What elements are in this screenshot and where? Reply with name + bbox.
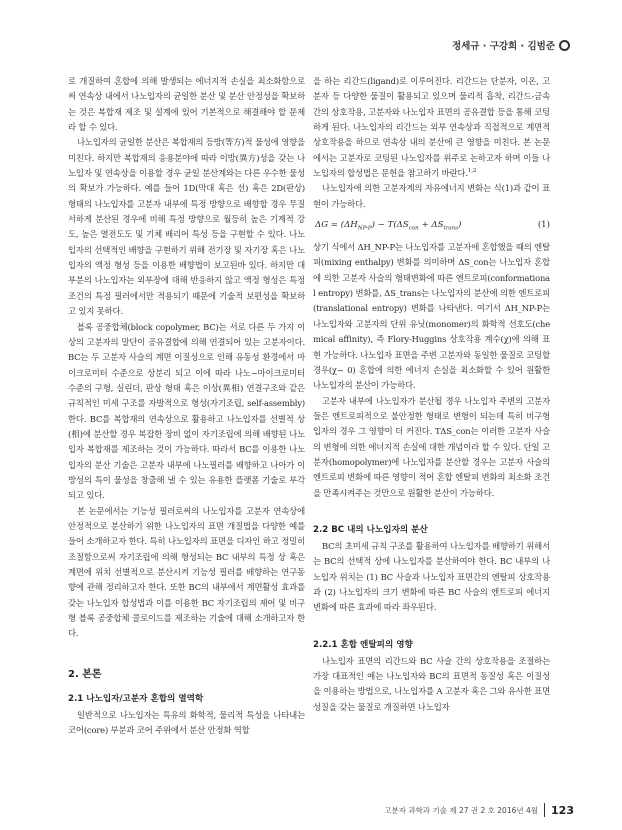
running-header (452, 38, 570, 52)
right-paragraph-6: 나노입자 표면의 리간드와 BC 사슬 간의 상호작용을 조절하는 가장 대표적인 예는 나노입자와 BC의 표면적 동질성 혹은 이질성을 이용하는 방법으로, 나노입자를 A 고분자 혹은 그와 유사한 표면성질을 갖는 물질로 개질하면 나노입자 (313, 655, 550, 712)
right-paragraph-4: 고분자 내부에 나노입자가 분산될 경우 나노입자 주변의 고분자들은 엔트로피적으로 불안정한 형태로 변형이 되는데 특히 비구형 입자의 경우 그 영향이 더 커진다. TΔS_con는 이러한 고분자 사슬의 변형에 의한 에너지적 손실에 대한 개념이라 할 수 있다. 단일 고분자(homopolymer)에 나노입자를 분산할 경우는 고분자 사슬의 엔트로피 변화에 따른 영향이 적어 혼합 엔탈피 변화의 최소화 조건을 만족시켜주는 것만으로 원활한 분산이 가능하다. (313, 395, 550, 498)
equation-1 (313, 220, 550, 230)
right-paragraph-1 (313, 74, 550, 181)
circle-mark-icon (559, 40, 570, 51)
subsection-heading-2-1: 2.1 나노입자/고분자 혼합의 열역학 (68, 693, 204, 704)
right-paragraph-1-text: 을 하는 리간드(ligand)로 이루어진다. 리간드는 단분자, 이온, 고분자 등 다양한 물질이 활용되고 있으며 물리적 흡착, 리간드-금속 간의 상호작용, 고분자와 나노입자 표면의 공유결합 등을 통해 코팅하게 된다. 나노입자의 리간드는 외부 연속상과 직접적으로 계면적 상호작용을 하므로 연속상 내의 분산에 큰 영향을 미친다. 본 논문에서는 고분자로 코팅된 나노입자를 위주로 논하고자 하며 이들 나노입자의 합성법은 문헌을 참고하기 바란다. (313, 76, 550, 179)
right-column (313, 74, 550, 715)
eq-part-close: ) (457, 220, 462, 231)
right-paragraph-5: BC의 초미세 규칙 구조를 활용하여 나노입자를 배향하기 위해서는 BC의 선택적 상에 나노입자를 분산하여야 한다. BC 내부의 나노입자 위치는 (1) BC 사슬과 나노입자 표면간의 엔탈피 상호작용과 (2) 나노입자의 크기 변화에 따른 BC 사슬의 엔트로피 에너지 변화에 따른 효과에 따라 좌우된다. (313, 540, 550, 613)
eq-sub-trans: trans (443, 225, 458, 232)
section-heading-body: 2. 본론 (68, 668, 102, 680)
left-paragraph-5: 일반적으로 나노입자는 특유의 화학적, 물리적 특성을 나타내는 코어(core) 부분과 코어 주위에서 분산 안정화 역할 (68, 709, 305, 736)
subsection-heading-2-2-1: 2.2.1 혼합 엔탈피의 영향 (313, 639, 413, 650)
right-paragraph-2: 나노입자에 의한 고분자계의 자유에너지 변화는 식(1)과 같이 표현이 가능하다. (313, 183, 550, 209)
header-authors: 정세규 · 구강희 · 김범준 (451, 41, 555, 52)
eq-sub-npp: NP-P (357, 225, 372, 232)
reference-marker: 1,2 (467, 168, 477, 175)
eq-part-lhs: ΔG = (ΔH (315, 220, 358, 231)
left-paragraph-4: 본 논문에서는 기능성 필러로써의 나노입자를 고분자 연속상에 안정적으로 분산하기 위한 나노입자의 표면 개질법을 다양한 예를 들어 소개하고자 한다. 특히 나노입자의 표면을 디자인 하고 정밀히 조절함으로써 자기조립에 의해 형성되는 BC 내부의 특정 상 혹은 계면에 위치 선별적으로 분산시켜 기능성 필러를 배향하는 연구동향에 관해 정리하고자 한다. 또한 BC의 내부에서 계면활성 효과를 갖는 나노입자 합성법과 이를 이용한 BC 자기조립의 제어 및 비구형 블록 공중합체 콜로이드를 제조하는 기술에 대해 소개하고자 한다. (68, 505, 305, 639)
page-number: 123 (551, 803, 574, 817)
footer-journal: 고분자 과학과 기술 제 27 권 2 호 2016년 4월 (384, 805, 539, 815)
subsection-heading-2-2: 2.2 BC 내의 나노입자의 분산 (313, 524, 428, 535)
eq-sub-con: con (408, 225, 419, 232)
left-paragraph-1: 로 개질하여 혼합에 의해 발생되는 에너지적 손실을 최소화함으로써 연속상 내에서 나노입자의 균일한 분산 및 분산 안정성을 확보하는 것은 복합재 제조 및 설계에 있어 기본적으로 해결해야 할 문제라 할 수 있다. (68, 76, 305, 133)
equation-expression (315, 220, 461, 230)
left-paragraph-2: 나노입자의 균일한 분산은 복합재의 등방(等方)적 물성에 영향을 미친다. 하지만 복합재의 응용분야에 따라 이방(異方)성을 갖는 나노입자 및 연속상을 이용할 경우 균일 분산계와는 다른 우수한 물성의 확보가 가능하다. 예를 들어 1D(막대 혹은 선) 혹은 2D(판상) 형태의 나노입자를 고분자 내부에 특정 방향으로 배향할 경우 무질서하게 분산된 경우에 비해 특정 방향으로 월등히 높은 기계적 강도, 높은 열전도도 및 기체 배리어 특성 등을 구현할 수 있다. 나노입자의 선택적인 배향을 구현하기 위해 전기장 및 자기장 혹은 나노입자의 액정 형성 등을 이용한 배향법이 보고된바 있다. 하지만 대부분의 나노입자는 외부장에 대해 반응하지 않고 액정 형성은 특정 조건의 특정 필러에서만 적용되기 때문에 기술적 보편성을 확보하고 있지 못하다. (68, 137, 305, 317)
left-paragraph-3: 블록 공중합체(block copolymer, BC)는 서로 다른 두 가지 이상의 고분자의 말단이 공유결합에 의해 연결되어 있는 고분자이다. BC는 두 고분자 사슬의 계면 이질성으로 인해 유동성 환경에서 마이크로미터 수준으로 상분리 되고 이에 따라 나노~마이크로미터 수준의 구형, 실린더, 판상 형태 혹은 이상(異相) 연결구조와 같은 규칙적인 미세 구조를 자발적으로 형성(자기조립, self-assembly)한다. BC를 복합재의 연속상으로 활용하고 나노입자를 선별적 상(相)에 분산할 경우 복잡한 장비 없이 자기조립에 의해 배향된 나노입자 복합재를 제조하는 것이 가능하다. 따라서 BC를 이용한 나노입자의 분산 기술은 고분자 내부에 나노필러를 배향하고 나아가 이방성의 특이 물성을 창출해 낼 수 있는 유용한 플랫폼 기술로 부각되고 있다. (68, 321, 305, 501)
eq-part-mid: ) − T(ΔS (371, 220, 409, 231)
right-paragraph-3: 상기 식에서 ΔH_NP-P는 나노입자를 고분자에 혼합했을 때의 엔탈피(mixing enthalpy) 변화를 의미하며 ΔS_con는 나노입자 혼합에 의한 고분자 사슬의 형태변화에 따른 엔트로피(conformational entropy) 변화를, ΔS_trans는 나노입자의 분산에 의한 엔트로피(translational entropy) 변화를 나타낸다. 여기서 ΔH_NP-P는 나노입자와 고분자의 단위 유닛(monomer)의 화학적 선호도(chemical affinity), 즉 Flory-Huggins 상호작용 계수(χ)에 의해 표현 가능하다. 나노입자 표면을 주변 고분자와 동일한 물질로 코팅할 경우(χ~ 0) 혼합에 의한 에너지 손실을 최소화할 수 있어 원활한 나노입자의 분산이 가능하다. (313, 242, 550, 391)
left-column (68, 74, 305, 738)
running-footer (384, 803, 574, 817)
footer-divider (544, 803, 545, 817)
eq-part-plus: + ΔS (418, 220, 444, 231)
equation-number: (1) (537, 220, 550, 231)
